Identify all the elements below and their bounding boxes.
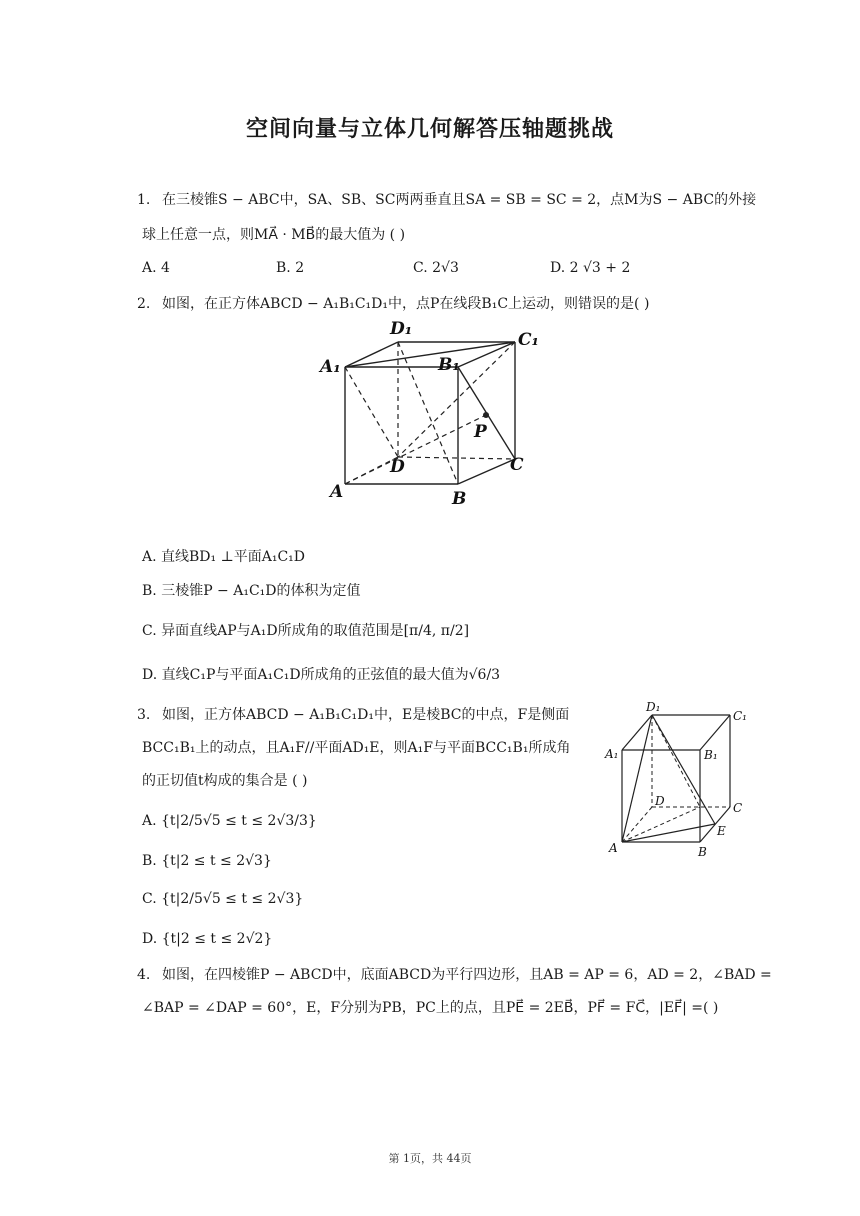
q2-text-line1: 如图，在正方体ABCD − A₁B₁C₁D₁中，点P在线段B₁C上运动，则错误的是( ) (162, 296, 650, 312)
q3-label-e: E (717, 824, 726, 838)
q1-option-b[interactable]: B. 2 (276, 260, 305, 276)
q3-option-c[interactable]: C. {t|2/5√5 ≤ t ≤ 2√3} (142, 891, 304, 907)
q3-label-d1: D₁ (646, 702, 661, 714)
q1-option-c[interactable]: C. 2√3 (413, 260, 459, 276)
q1-option-d[interactable]: D. 2 √3 + 2 (550, 260, 631, 276)
q3-option-b[interactable]: B. {t|2 ≤ t ≤ 2√3} (142, 853, 272, 869)
q2-label-d1: D₁ (390, 319, 413, 339)
q2-option-b[interactable]: B. 三棱锥P − A₁C₁D的体积为定值 (142, 583, 361, 599)
q3-label-a: A (609, 841, 618, 855)
q1-option-a[interactable]: A. 4 (142, 260, 170, 276)
q3-label-b1: B₁ (704, 748, 718, 762)
q3-option-a[interactable]: A. {t|2/5√5 ≤ t ≤ 2√3/3} (142, 813, 317, 829)
q4-text-line2: ∠BAP = ∠DAP = 60°，E，F分别为PB，PC上的点，且PE⃗ = 2EB⃗，PF⃗ = FC⃗，|EF⃗| =( ) (142, 1000, 719, 1016)
q1-text-line1: 在三棱锥S − ABC中，SA、SB、SC两两垂直且SA = SB = SC = 2，点M为S − ABC的外接 (162, 192, 757, 208)
q1-text-line2: 球上任意一点，则MA⃗ · MB⃗的最大值为 ( ) (142, 227, 406, 243)
q4-text-line1: 如图，在四棱锥P − ABCD中，底面ABCD为平行四边形，且AB = AP = 6，AD = 2，∠BAD = (162, 967, 772, 983)
q3-option-d[interactable]: D. {t|2 ≤ t ≤ 2√2} (142, 931, 273, 947)
q2-label-a1: A₁ (320, 357, 341, 377)
q3-text-line3: 的正切值t构成的集合是 ( ) (142, 773, 308, 789)
q2-cube-figure (310, 312, 550, 512)
q3-label-a1: A₁ (605, 747, 619, 761)
q2-label-p: P (474, 422, 487, 442)
q2-option-d[interactable]: D. 直线C₁P与平面A₁C₁D所成角的正弦值的最大值为√6/3 (142, 667, 501, 683)
q2-label-c: C (510, 455, 524, 475)
q2-number: 2. (137, 296, 151, 312)
q2-label-c1: C₁ (518, 330, 539, 350)
q3-text-line1: 如图，正方体ABCD − A₁B₁C₁D₁中，E是棱BC的中点，F是侧面 (162, 707, 570, 723)
q2-option-a[interactable]: A. 直线BD₁ ⊥平面A₁C₁D (142, 549, 306, 565)
q2-option-c[interactable]: C. 异面直线AP与A₁D所成角的取值范围是[π/4, π/2] (142, 623, 470, 639)
q2-label-b: B (452, 489, 467, 509)
q3-number: 3. (137, 707, 151, 723)
q2-label-a: A (330, 482, 344, 502)
q2-label-d: D (390, 457, 405, 477)
q4-number: 4. (137, 967, 151, 983)
q3-label-c: C (733, 801, 743, 815)
q3-cube-figure (600, 702, 760, 862)
q3-label-c1: C₁ (733, 709, 747, 723)
page-footer: 第 1页，共 44页 (388, 1152, 472, 1165)
q1-number: 1. (137, 192, 151, 208)
q2-label-b1: B₁ (438, 355, 460, 375)
q3-label-b: B (698, 845, 707, 859)
q3-label-d: D (655, 794, 665, 808)
page-title: 空间向量与立体几何解答压轴题挑战 (245, 116, 614, 142)
q3-text-line2: BCC₁B₁上的动点，且A₁F//平面AD₁E，则A₁F与平面BCC₁B₁所成角 (142, 740, 571, 756)
